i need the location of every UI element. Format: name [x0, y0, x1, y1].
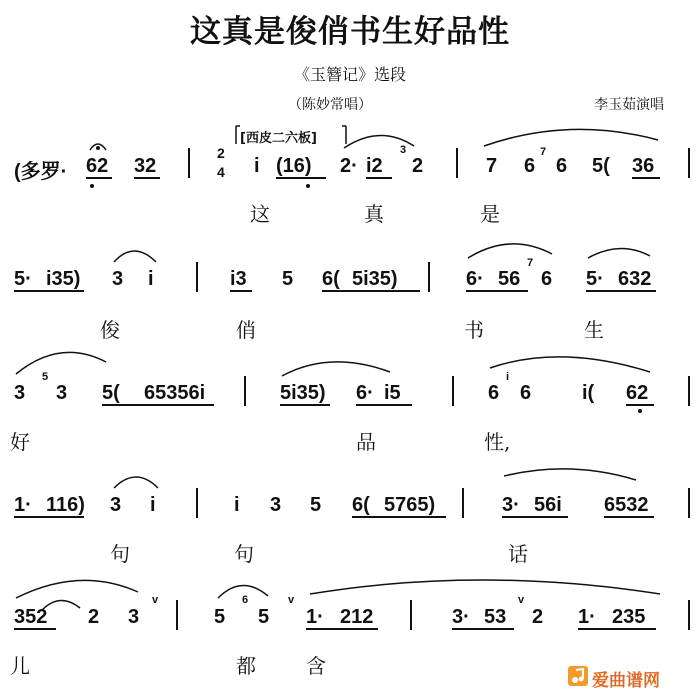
note-group: 6: [556, 155, 568, 177]
singer-credit: 李玉茹演唱: [594, 97, 664, 113]
lyric: 句: [110, 542, 130, 566]
lyric: 好: [10, 430, 30, 454]
lyric: 书: [464, 318, 484, 342]
lyric: 俏: [236, 318, 256, 342]
time-sig-bottom: 4: [217, 164, 225, 180]
note-group: 116): [46, 494, 85, 516]
lyric: 儿: [10, 654, 30, 678]
subtitle: 《玉簪记》选段: [293, 65, 406, 84]
note-group: 5(: [592, 155, 610, 177]
note-group: 3·: [452, 606, 470, 628]
note-group: i: [234, 494, 240, 516]
breath-mark: v: [288, 594, 295, 606]
site-name: 爱曲谱网: [592, 671, 660, 691]
note-group: 6(: [352, 494, 370, 516]
note-group: 5: [258, 606, 270, 628]
note-group: 53: [484, 606, 507, 628]
lyric: 这: [250, 202, 270, 226]
grace-note: 5: [42, 371, 49, 383]
note-group: 5i35): [280, 382, 326, 404]
note-group: 3·: [502, 494, 520, 516]
lyric: 真: [364, 202, 384, 226]
note-group: 352: [14, 606, 48, 628]
note-group: 3: [112, 268, 124, 290]
note-group: 1·: [14, 494, 32, 516]
note-group: 5i35): [352, 268, 398, 290]
grace-note: 7: [540, 146, 547, 158]
note-group: 5: [310, 494, 322, 516]
grace-note: i: [506, 371, 510, 383]
note-group: 3: [56, 382, 68, 404]
note-group: 6·: [356, 382, 374, 404]
note-group: i2: [366, 155, 383, 177]
note-group: i35): [46, 268, 81, 290]
grace-note: 6: [242, 594, 249, 606]
note-group: 5765): [384, 494, 436, 516]
grace-note: 3: [400, 144, 407, 156]
lyric: 都: [236, 654, 256, 678]
note-group: 3: [14, 382, 26, 404]
note-group: 2·: [340, 155, 358, 177]
lyric: 含: [306, 654, 326, 678]
note-group: 5(: [102, 382, 120, 404]
lyric: 俊: [100, 318, 120, 342]
note-group: 3: [128, 606, 140, 628]
lyric: 性,: [484, 430, 511, 454]
note-group: (多罗·: [14, 161, 68, 183]
site-logo: [568, 664, 700, 690]
lyric: 是: [480, 202, 500, 226]
note-group: 6: [520, 382, 532, 404]
time-sig-top: 2: [217, 145, 225, 161]
lyric: 话: [508, 542, 528, 566]
note-group: 212: [340, 606, 374, 628]
note-group: 6: [541, 268, 553, 290]
note-group: 5: [282, 268, 294, 290]
note-group: 56i: [534, 494, 562, 516]
note-group: 1·: [578, 606, 596, 628]
note-group: 62: [86, 155, 109, 177]
note-group: 5·: [14, 268, 32, 290]
note-group: i3: [230, 268, 247, 290]
note-group: i: [150, 494, 156, 516]
note-group: 7: [486, 155, 498, 177]
note-group: 2: [88, 606, 100, 628]
note-group: 3: [110, 494, 122, 516]
note-group: 3: [270, 494, 282, 516]
note-group: 5·: [586, 268, 604, 290]
note-group: 2: [412, 155, 424, 177]
note-group: 6(: [322, 268, 340, 290]
note-group: 6532: [604, 494, 649, 516]
note-group: 632: [618, 268, 652, 290]
lyric: 生: [584, 318, 604, 342]
note-group: i5: [384, 382, 401, 404]
note-group: i: [254, 155, 260, 177]
breath-mark: v: [518, 594, 525, 606]
banqiang-label: [西皮二六板]: [240, 131, 317, 146]
page-title: 这真是俊俏书生好品性: [190, 14, 510, 50]
note-group: 6: [524, 155, 536, 177]
note-group: 235: [612, 606, 646, 628]
note-group: (16): [276, 155, 312, 177]
lyric: 品: [356, 430, 376, 454]
note-group: 36: [632, 155, 655, 177]
lyric: 句: [234, 542, 254, 566]
note-group: 32: [134, 155, 157, 177]
note-group: i(: [582, 382, 595, 404]
note-group: 5: [214, 606, 226, 628]
grace-note: 7: [527, 257, 534, 269]
note-group: 2: [532, 606, 544, 628]
note-group: 1·: [306, 606, 324, 628]
note-group: 65356i: [144, 382, 206, 404]
note-group: 6·: [466, 268, 484, 290]
breath-mark: v: [152, 594, 159, 606]
note-group: 56: [498, 268, 521, 290]
note-group: 6: [488, 382, 500, 404]
role-note: （陈妙常唱）: [288, 97, 372, 113]
music-note-icon: [568, 666, 588, 686]
note-group: 62: [626, 382, 649, 404]
note-group: i: [148, 268, 154, 290]
